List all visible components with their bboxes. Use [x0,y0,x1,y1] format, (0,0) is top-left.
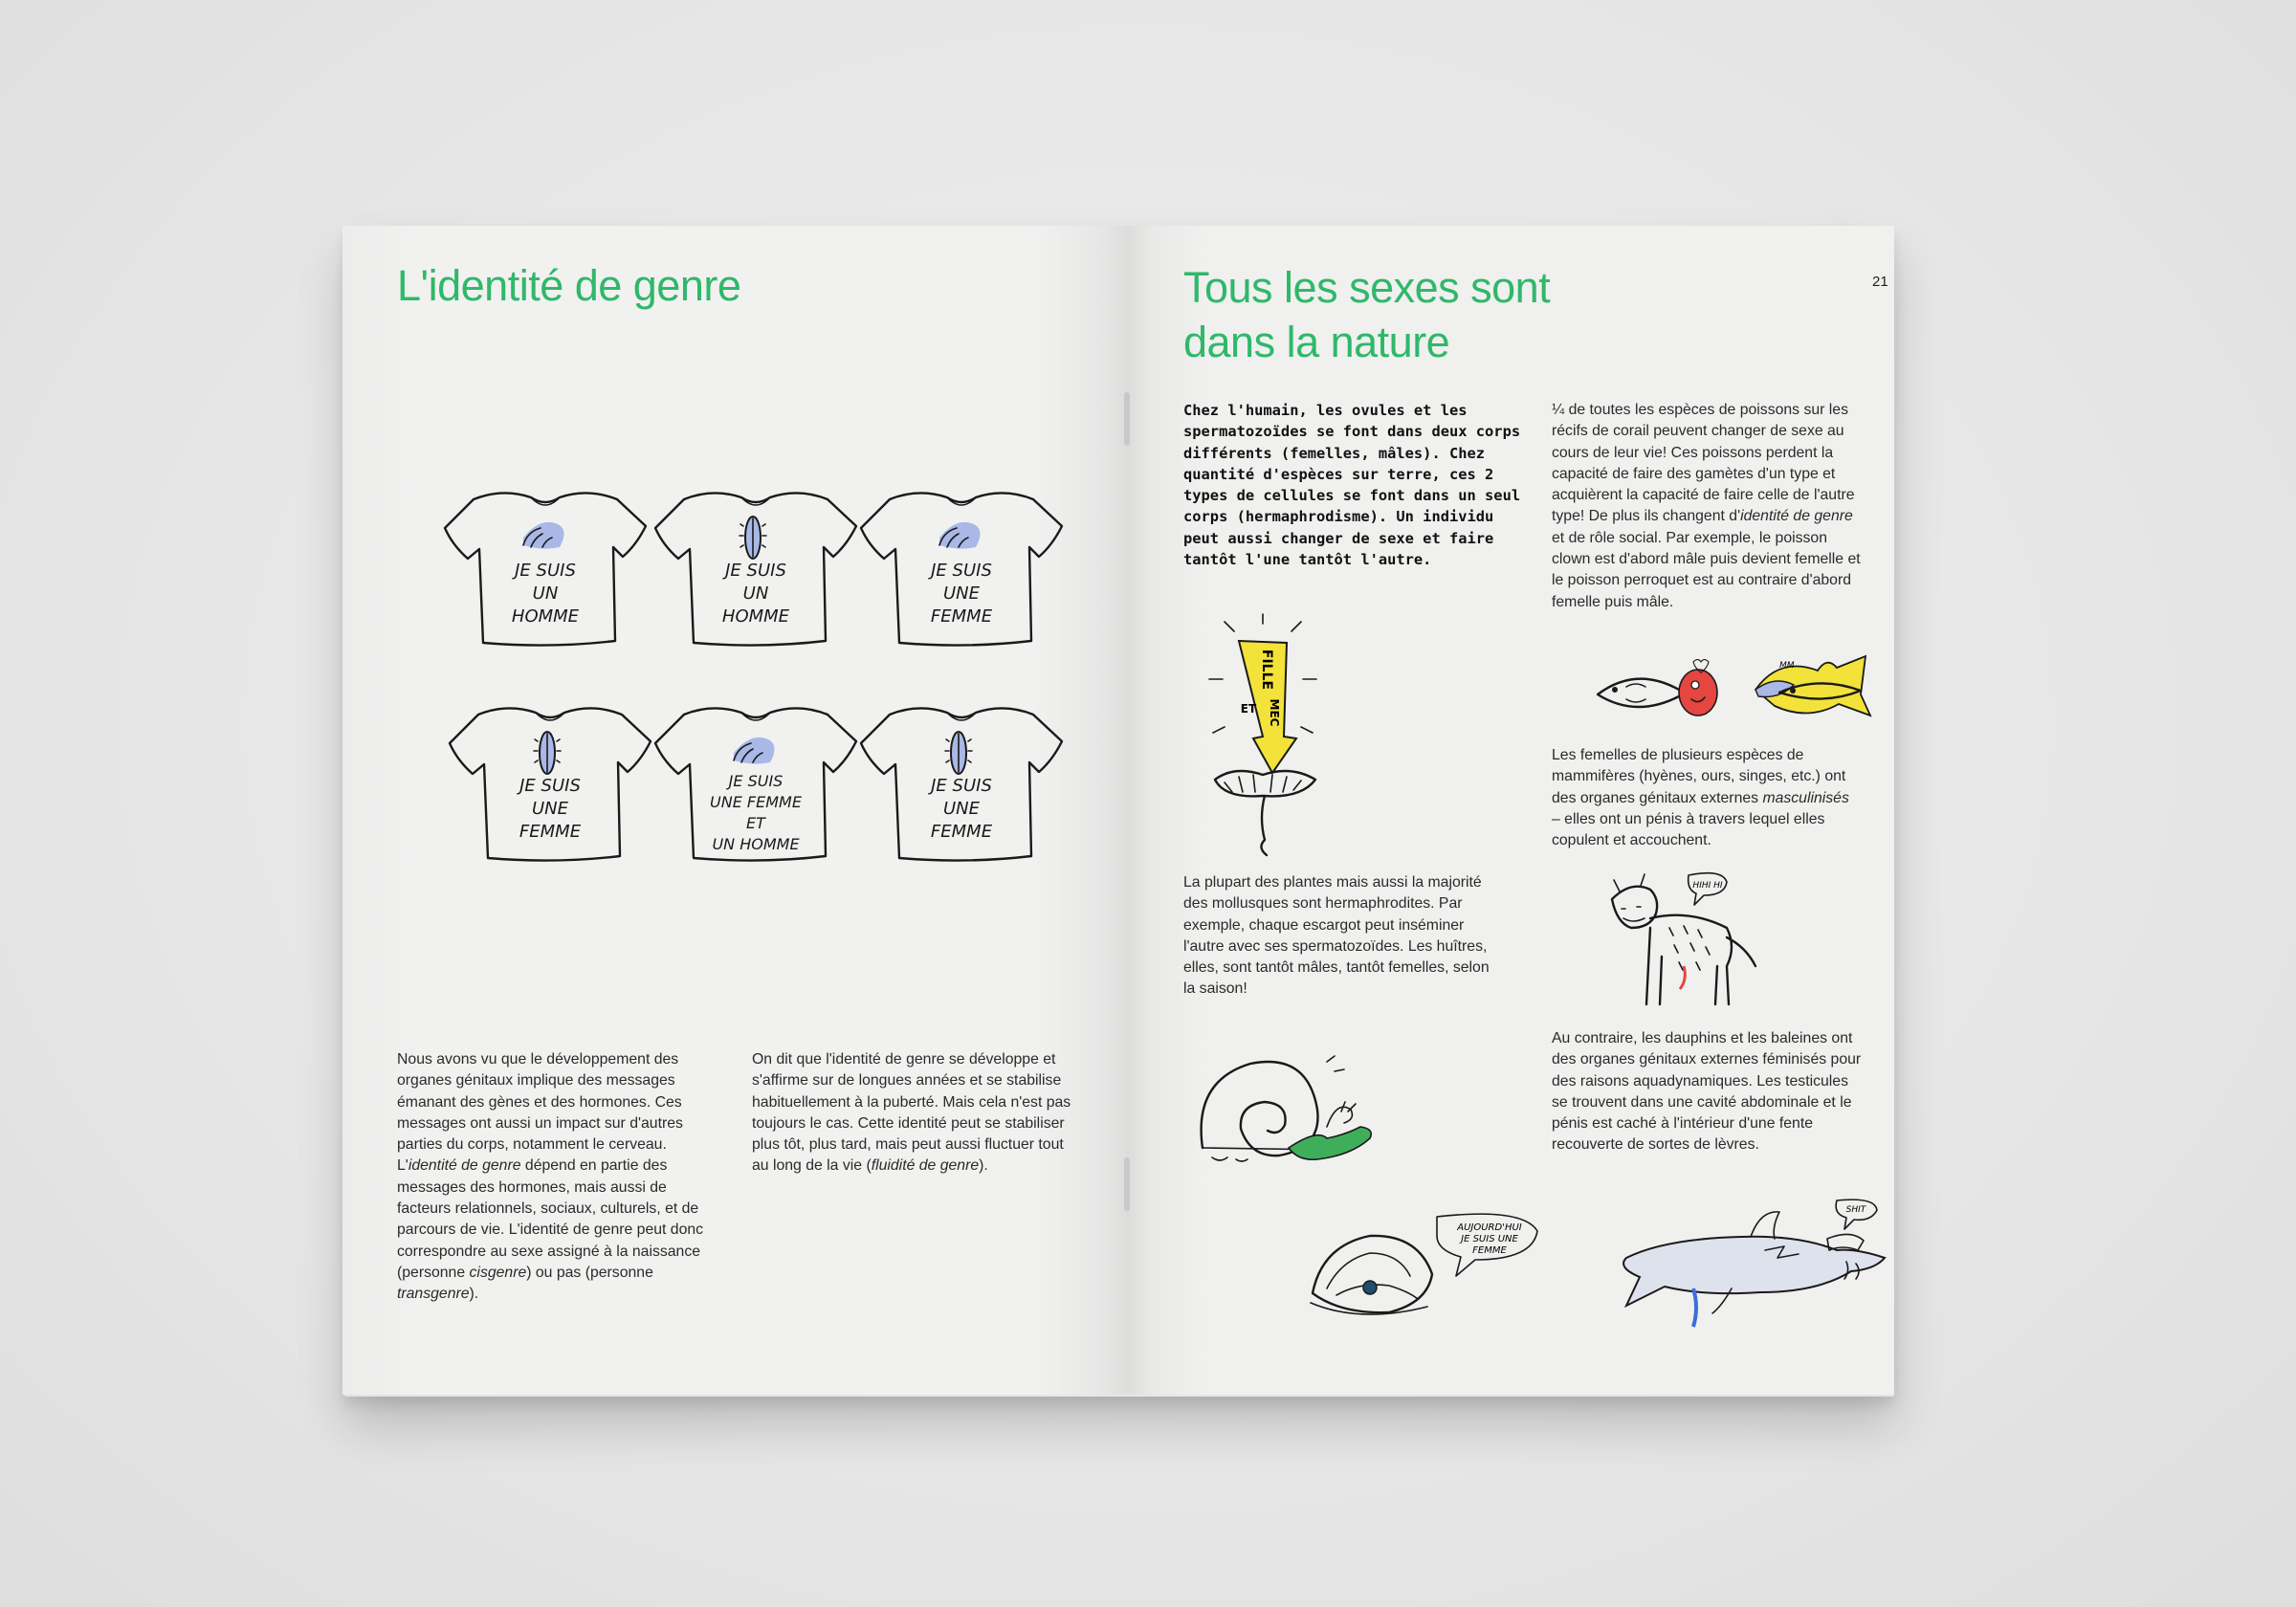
snail-illustration [1183,1043,1384,1177]
right-title-line2: dans la nature [1183,318,1450,366]
right-page-title [1183,260,1550,369]
tshirt-4-line3: FEMME [519,822,582,842]
fish-bubble: MM [1779,661,1795,671]
dolphin-illustration [1607,1200,1894,1339]
fish-text-em: identité de genre [1740,508,1853,525]
left-col2-em: fluidité de genre [871,1157,980,1175]
tshirt-6-line3: FEMME [930,822,993,842]
staple-top [1124,392,1130,446]
tshirt-3-line2: UNE [942,583,981,604]
tshirt-1-line1: JE SUIS [515,561,576,581]
intro-bold-text: Chez l'humain, les ovules et les spermatozoïdes se font dans deux corps différents (femelles, mâles). Chez quantité d'espèces sur terre, ces 2 types de cellules se font dans un seul corps (hermaphrodisme). Un individu peut aussi changer de sexe et faire tantôt l'une tantôt l'autre. [1183,402,1521,569]
hyena-illustration [1593,870,1765,1024]
fish-text-b: et de rôle social. Par exemple, le poisson clown est d'abord mâle puis devient femelle et le poisson perroquet est au contraire d'abord femelle puis mâle. [1552,529,1861,610]
left-col2-b: ). [979,1157,988,1175]
tshirt-5-line1: JE SUIS [728,772,784,790]
mammals-text-a: Les femelles de plusieurs espèces de mammifères (hyènes, ours, singes, etc.) ont des organes génitaux externes [1552,747,1846,806]
tshirt-6-line1: JE SUIS [931,776,992,796]
oyster-illustration [1303,1207,1542,1327]
dolphin-bubble: SHIT [1845,1205,1866,1215]
tshirt-4-line2: UNE [531,799,569,819]
tshirt-2-line3: HOMME [721,606,790,627]
hyena-bubble: HIHI HI [1692,881,1723,891]
fish-text-a: ¼ de toutes les espèces de poissons sur les récifs de corail peuvent changer de sexe au cours de leur vie! Ces poissons perdent la capacité de faire des gamètes d'un type et acquièrent la capacité de faire celle de l'autre type! De plus ils changent d' [1552,402,1855,525]
flower-sign-line3: MEC [1268,698,1281,727]
mammals-text [1552,745,1858,851]
tshirt-illustrations [421,478,1071,899]
flower-sign-line2: ET [1240,702,1257,715]
tshirt-3-line1: JE SUIS [931,561,992,581]
oyster-bubble-line3: FEMME [1472,1245,1507,1256]
tshirt-2-line1: JE SUIS [725,561,786,581]
plants-text: La plupart des plantes mais aussi la majorité des mollusques sont hermaphrodites. Par exemple, chaque escargot peut inséminer l'autre avec ses spermatozoïdes. Les huîtres, elles, sont tantôt mâles, tantôt femelles, selon la saison! [1183,874,1490,998]
left-col1-p1: Nous avons vu que le développement des organes génitaux implique des messages émanant des gènes et des hormones. Ces messages ont aussi un impact sur d'autres parties du corps, notamment le cerveau. [397,1051,683,1154]
tshirt-4-line1: JE SUIS [519,776,581,796]
fish-illustration [1588,647,1875,733]
dolphin-text: Au contraire, les dauphins et les baleines ont des organes génitaux externes féminisés pour des raisons aquadynamiques. Les testicules se trouvent dans une cavité abdominale et le pénis est caché à l'intérieur d'une fente recouverte de sortes de lèvres. [1552,1030,1862,1154]
flower-sign-line1: FILLE [1259,649,1274,691]
right-title-line1: Tous les sexes sont [1183,263,1551,312]
left-col1-p2b: dépend en partie des messages des hormones, mais aussi de facteurs relationnels, sociaux, culturels, et de parcours de vie. L'identité de genre peut donc correspondre au sexe assigné à la naissance (personne [397,1157,704,1281]
tshirt-1-line2: UN [532,583,559,604]
mammals-text-em: masculinisés [1762,789,1849,806]
left-col1-p2c: ) ou pas (personne [526,1264,653,1281]
left-col1-paragraph [397,1049,713,1306]
left-col2-a: On dit que l'identité de genre se développe et s'affirme sur de longues années et se stabilise habituellement à la puberté. Mais cela n'est pas toujours le cas. Cette identité peut se stabiliser plus tôt, plus tard, mais peut aussi fluctuer tout au long de la vie ( [752,1051,1071,1175]
tshirt-3-line3: FEMME [930,606,993,627]
tshirt-5-line3: ET [746,814,765,832]
tshirt-2-line2: UN [742,583,769,604]
page-number: 21 [1872,274,1888,290]
left-col1-p2-em: identité de genre [408,1157,521,1175]
left-page-title: L'identité de genre [397,261,741,310]
left-col1-p2d: ). [469,1286,479,1303]
oyster-bubble-line1: AUJOURD'HUI [1457,1222,1522,1233]
tshirt-5-line4: UN HOMME [712,835,800,853]
flower-sign-illustration [1196,622,1330,861]
left-col1-p2a: L' [397,1157,408,1175]
tshirt-1-line3: HOMME [511,606,580,627]
fish-text [1552,400,1867,613]
left-col2-paragraph [752,1049,1077,1178]
oyster-bubble-line2: JE SUIS UNE [1461,1234,1518,1244]
staple-bottom [1124,1157,1130,1211]
mammals-text-b: – elles ont un pénis à travers lequel elles copulent et accouchent. [1552,810,1825,849]
left-col1-em-cisgenre: cisgenre [469,1264,527,1281]
tshirt-5-line2: UNE FEMME [710,793,802,811]
tshirt-6-line2: UNE [942,799,981,819]
left-col1-em-transgenre: transgenre [397,1286,470,1303]
